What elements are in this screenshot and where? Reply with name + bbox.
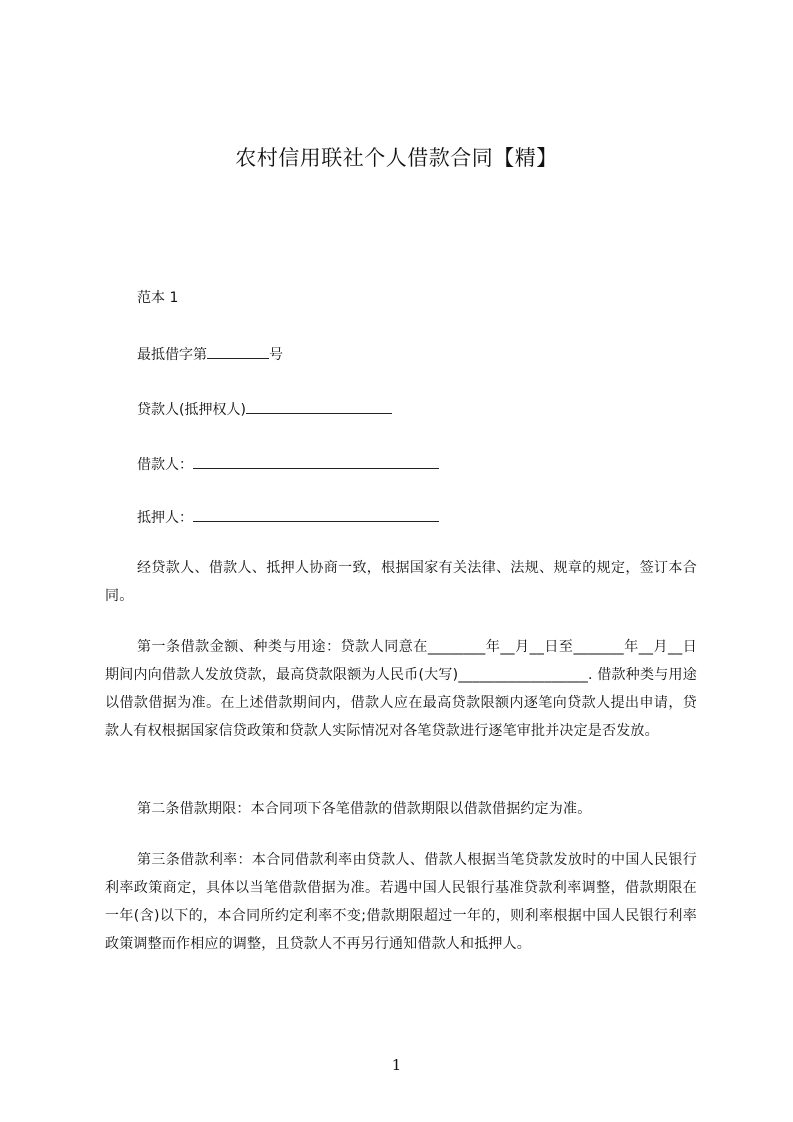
borrower-line [137,452,439,477]
mortgagor-line [137,505,439,530]
lender-blank[interactable] [246,397,392,414]
lender-line [137,397,392,422]
document-title: 农村信用联社个人借款合同【精】 [235,146,558,170]
article-2-paragraph: 第二条借款期限：本合同项下各笔借款的借款期限以借款借据约定为准。 [137,801,592,817]
mortgagor-blank[interactable] [193,505,439,522]
template-label: 范本 1 [137,290,179,306]
borrower-blank[interactable] [193,452,439,469]
contract-number-blank[interactable] [207,342,269,359]
article-1-paragraph: 第一条借款金额、种类与用途：贷款人同意在________年__月__日至_______年__月__日期间内向借款人发放贷款，最高贷款限额为人民币(大写)__________________. 借款种类与用途以借款借据为准。在上述借款期间内，借款人应在最高贷款限额内逐笔向贷款人提出申请，贷款人有权根据国家信贷政策和贷款人实际情况对各笔贷款进行逐笔审批并决定是否发放。 [105,639,697,739]
article-3-paragraph: 第三条借款利率：本合同借款利率由贷款人、借款人根据当笔贷款发放时的中国人民银行利率政策商定，具体以当笔借款借据为准。若遇中国人民银行基准贷款利率调整，借款期限在一年(含)以下的，本合同所约定利率不变;借款期限超过一年的，则利率根据中国人民银行利率政策调整而作相应的调整，且贷款人不再另行通知借款人和抵押人。 [105,852,697,952]
lender-label: 贷款人(抵押权人) [137,402,246,418]
contract-number-suffix: 号 [269,347,283,363]
intro-paragraph: 经贷款人、借款人、抵押人协商一致，根据国家有关法律、法规、规章的规定，签订本合同。 [105,560,697,604]
page-number: 1 [391,1056,402,1074]
borrower-label: 借款人： [137,457,193,473]
contract-number-line [137,342,283,367]
contract-number-label: 最抵借字第 [137,347,207,363]
mortgagor-label: 抵押人： [137,510,193,526]
